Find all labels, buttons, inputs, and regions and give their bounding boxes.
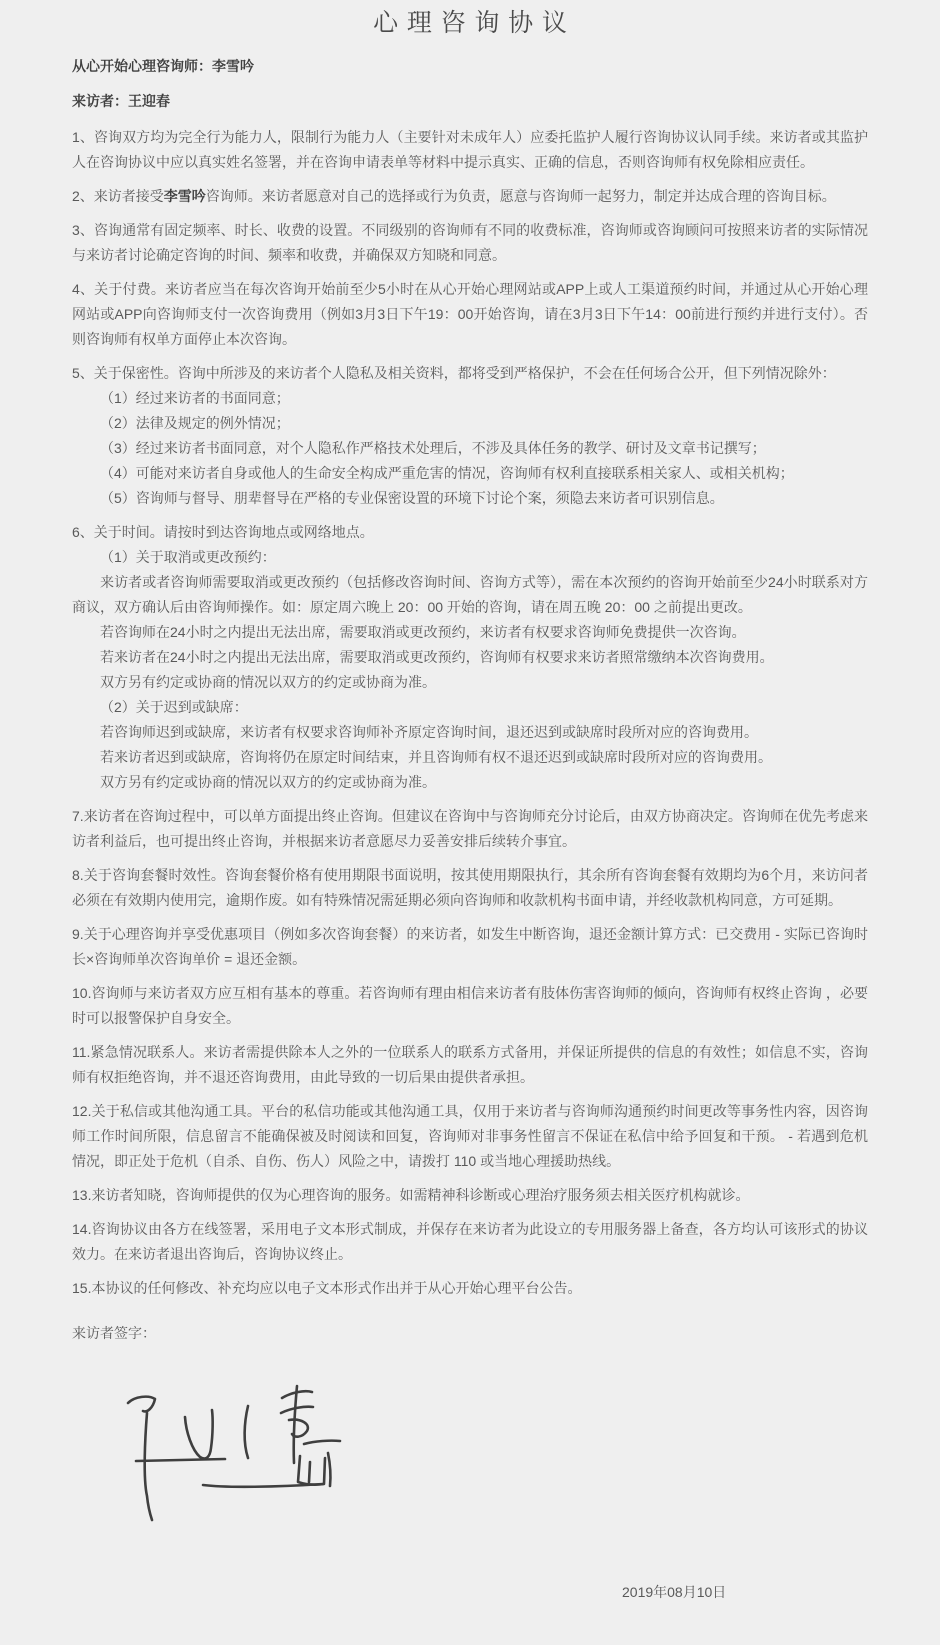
clause xyxy=(72,863,868,913)
clause xyxy=(72,1276,868,1301)
clause-sub-item: 双方另有约定或协商的情况以双方的约定或协商为准。 xyxy=(100,674,436,690)
clause-sub-item: 若来访者迟到或缺席，咨询将仍在原定时间结束，并且咨询师有权不退还迟到或缺席时段所对应的咨询费用。 xyxy=(100,749,772,765)
visitor-line: 来访者：王迎春 xyxy=(72,93,170,109)
clause xyxy=(72,922,868,972)
clause-text: 7.来访者在咨询过程中，可以单方面提出终止咨询。但建议在咨询中与咨询师充分讨论后，由双方协商决定。咨询师在优先考虑来访者利益后，也可提出终止咨询，并根据来访者意愿尽力妥善安排后续转介事宜。 xyxy=(72,808,868,849)
clause-text: 8.关于咨询套餐时效性。咨询套餐价格有使用期限书面说明，按其使用期限执行，其余所有咨询套餐有效期均为6个月，来访问者必须在有效期内使用完，逾期作废。如有特殊情况需延期必须向咨询师和收款机构书面申请，并经收款机构同意，方可延期。 xyxy=(72,867,868,908)
clause-text: 2、来访者接受李雪吟咨询师。来访者愿意对自己的选择或行为负责，愿意与咨询师一起努力，制定并达成合理的咨询目标。 xyxy=(72,188,836,204)
clause xyxy=(72,125,868,175)
signature-area xyxy=(97,1368,347,1528)
clause-text: 12.关于私信或其他沟通工具。平台的私信功能或其他沟通工具，仅用于来访者与咨询师沟通预约时间更改等事务性内容，因咨询师工作时间所限，信息留言不能确保被及时阅读和回复，咨询师对非事务性留言不保证在私信中给予回复和干预。 - 若遇到危机情况，即正处于危机（自杀、自伤、伤人）风险之中，请拨打 110 或当地心理援助热线。 xyxy=(72,1103,868,1169)
clause xyxy=(72,277,868,352)
counselor-line: 从心开始心理咨询师：李雪吟 xyxy=(72,58,254,74)
clause-sub-item: （4）可能对来访者自身或他人的生命安全构成严重危害的情况，咨询师有权利直接联系相关家人、或相关机构； xyxy=(100,465,794,481)
clause-sub-item: 若咨询师迟到或缺席，来访者有权要求咨询师补齐原定咨询时间，退还迟到或缺席时段所对应的咨询费用。 xyxy=(100,724,758,740)
clause xyxy=(72,1183,868,1208)
clauses-list xyxy=(72,125,868,1301)
clause xyxy=(72,218,868,268)
clause-text: 1、咨询双方均为完全行为能力人，限制行为能力人（主要针对未成年人）应委托监护人履行咨询协议认同手续。来访者或其监护人在咨询协议中应以真实姓名签署，并在咨询申请表单等材料中提示真实、正确的信息，否则咨询师有权免除相应责任。 xyxy=(72,129,868,170)
clause xyxy=(72,184,868,209)
clause-text: 4、关于付费。来访者应当在每次咨询开始前至少5小时在从心开始心理网站或APP上或人工渠道预约时间，并通过从心开始心理网站或APP向咨询师支付一次咨询费用（例如3月3日下午19：00开始咨询，请在3月3日下午14：00前进行预约并进行支付）。否则咨询师有权单方面停止本次咨询。 xyxy=(72,281,868,347)
clause-sub-item: （2）关于迟到或缺席： xyxy=(100,699,248,715)
clause-text: 10.咨询师与来访者双方应互相有基本的尊重。若咨询师有理由相信来访者有肢体伤害咨询师的倾向，咨询师有权终止咨询 ，必要时可以报警保护自身安全。 xyxy=(72,985,868,1026)
clause-text: 13.来访者知晓，咨询师提供的仅为心理咨询的服务。如需精神科诊断或心理治疗服务须去相关医疗机构就诊。 xyxy=(72,1187,750,1203)
clause-sub-item: （2）法律及规定的例外情况； xyxy=(100,415,290,431)
clause xyxy=(72,804,868,854)
clause-sub-item: 若咨询师在24小时之内提出无法出席，需要取消或更改预约，来访者有权要求咨询师免费提供一次咨询。 xyxy=(100,624,746,640)
clause-text: 11.紧急情况联系人。来访者需提供除本人之外的一位联系人的联系方式备用，并保证所提供的信息的有效性；如信息不实，咨询师有权拒绝咨询，并不退还咨询费用，由此导致的一切后果由提供者承担。 xyxy=(72,1044,868,1085)
clause xyxy=(72,361,868,511)
clause-text: 3、咨询通常有固定频率、时长、收费的设置。不同级别的咨询师有不同的收费标准，咨询师或咨询顾问可按照来访者的实际情况与来访者讨论确定咨询的时间、频率和收费，并确保双方知晓和同意。 xyxy=(72,222,868,263)
clause-sub-item: 若来访者在24小时之内提出无法出席，需要取消或更改预约，咨询师有权要求来访者照常缴纳本次咨询费用。 xyxy=(100,649,774,665)
document-title: 心理咨询协议 xyxy=(373,9,576,37)
clause-text: 9.关于心理咨询并享受优惠项目（例如多次咨询套餐）的来访者，如发生中断咨询，退还金额计算方式：已交费用 - 实际已咨询时长×咨询师单次咨询单价 = 退还金额。 xyxy=(72,926,868,967)
clause-sub-item: 双方另有约定或协商的情况以双方的约定或协商为准。 xyxy=(100,774,436,790)
clause-sub-item: （5）咨询师与督导、朋辈督导在严格的专业保密设置的环境下讨论个案，须隐去来访者可识别信息。 xyxy=(100,490,724,506)
handwritten-signature-drawing xyxy=(97,1368,347,1528)
clause-text: 15.本协议的任何修改、补充均应以电子文本形式作出并于从心开始心理平台公告。 xyxy=(72,1280,582,1296)
clause xyxy=(72,981,868,1031)
clause xyxy=(72,1099,868,1174)
clause-sub-item: （1）经过来访者的书面同意； xyxy=(100,390,290,406)
clause-sub-item: （1）关于取消或更改预约： xyxy=(100,549,276,565)
clause-text: 14.咨询协议由各方在线签署，采用电子文本形式制成，并保存在来访者为此设立的专用服务器上备查，各方均认可该形式的协议效力。在来访者退出咨询后，咨询协议终止。 xyxy=(72,1221,868,1262)
clause xyxy=(72,520,868,795)
signature-date: 2019年08月10日 xyxy=(622,1584,727,1600)
clause-text: 5、关于保密性。咨询中所涉及的来访者个人隐私及相关资料，都将受到严格保护，不会在任何场合公开，但下列情况除外： xyxy=(72,365,836,381)
clause xyxy=(72,1217,868,1267)
clause-sub-item: 来访者或者咨询师需要取消或更改预约（包括修改咨询时间、咨询方式等），需在本次预约的咨询开始前至少24小时联系对方商议，双方确认后由咨询师操作。如：原定周六晚上 20：00 开始的咨询，请在周五晚 20：00 之前提出更改。 xyxy=(72,574,868,615)
clause-text: 6、关于时间。请按时到达咨询地点或网络地点。 xyxy=(72,524,374,540)
clause-sub-item: （3）经过来访者书面同意，对个人隐私作严格技术处理后，不涉及具体任务的教学、研讨及文章书记撰写； xyxy=(100,440,766,456)
signature-label: 来访者签字： xyxy=(72,1325,156,1341)
clause xyxy=(72,1040,868,1090)
